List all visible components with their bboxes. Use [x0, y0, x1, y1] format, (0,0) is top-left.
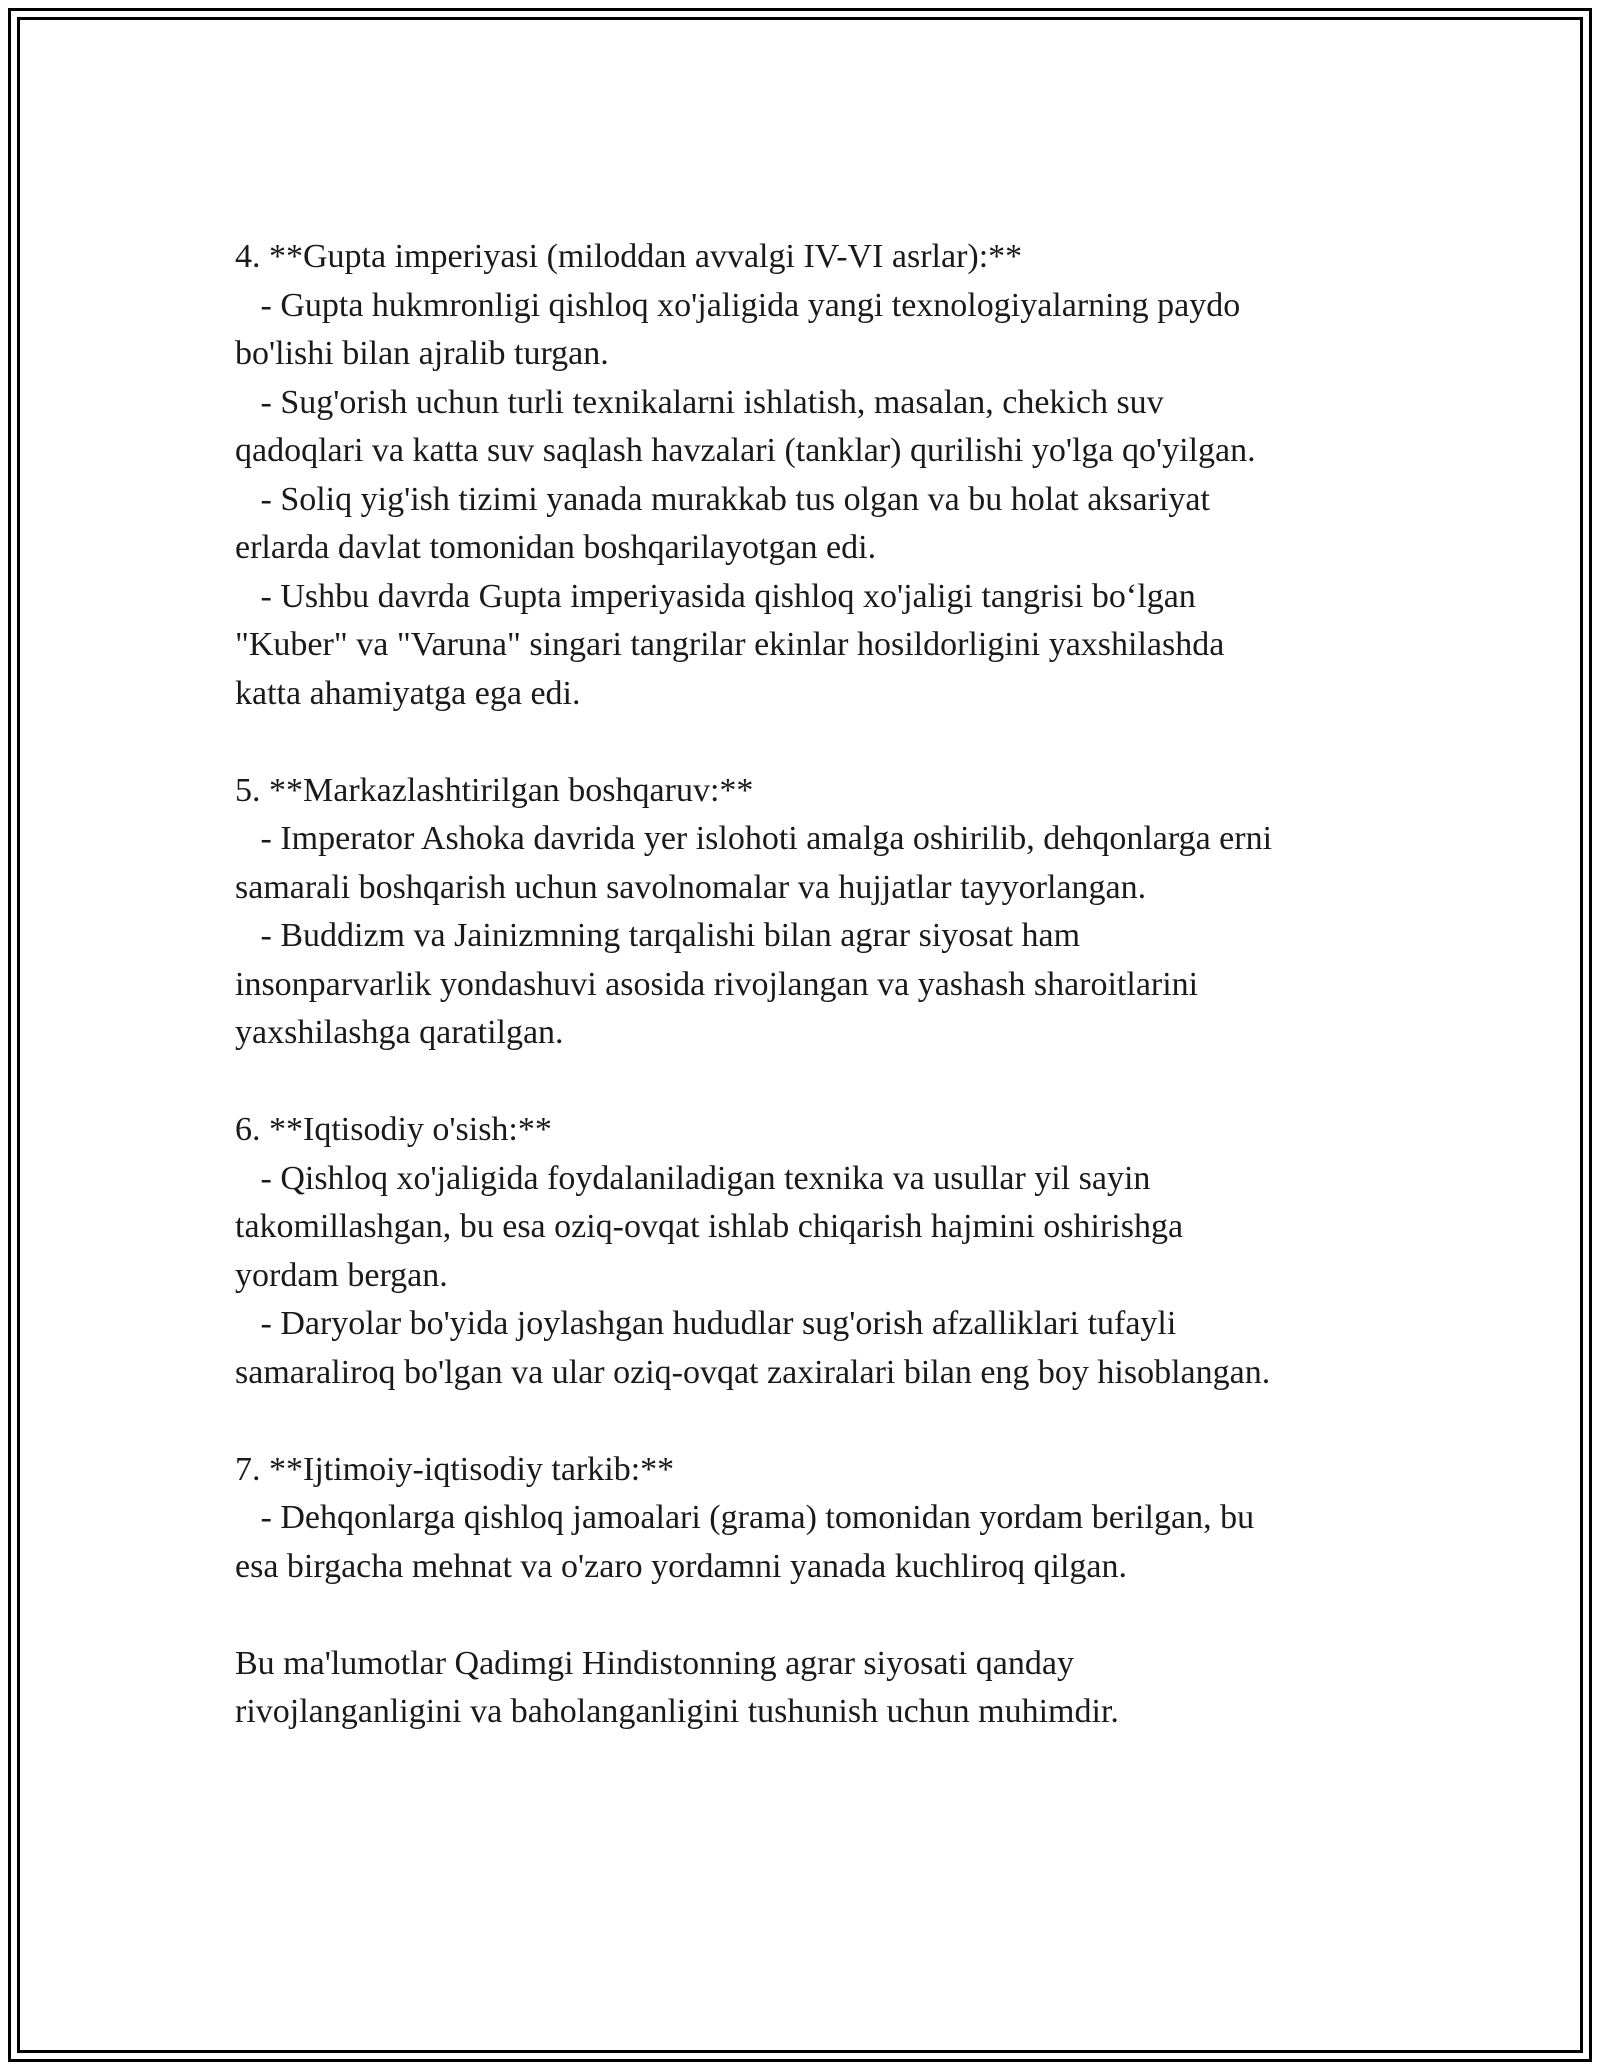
text-line: - Sug'orish uchun turli texnikalarni ishlatish, masalan, chekich suv [235, 383, 1164, 421]
text-line: samarali boshqarish uchun savolnomalar va hujjatlar tayyorlangan. [235, 868, 1147, 906]
text-line: - Dehqonlarga qishloq jamoalari (grama) tomonidan yordam berilgan, bu [235, 1499, 1255, 1536]
text-line: samaraliroq bo'lgan va ular oziq-ovqat zaxiralari bilan eng boy hisoblangan. [235, 1353, 1271, 1391]
text-line: - Imperator Ashoka davrida yer islohoti amalga oshirilib, dehqonlarga erni [235, 820, 1273, 857]
text-line: erlarda davlat tomonidan boshqarilayotgan edi. [235, 529, 877, 566]
section-heading: 4. **Gupta imperiyasi (miloddan avvalgi IV-VI asrlar):** [235, 238, 1023, 275]
text-line: - Daryolar bo'yida joylashgan hududlar sug'orish afzalliklari tufayli [235, 1305, 1177, 1342]
section-economic-growth [235, 1106, 1395, 1397]
section-gupta-empire [235, 233, 1395, 718]
text-line: - Ushbu davrda Gupta imperiyasida qishloq xo'jaligi tangrisi bo‘lgan [235, 577, 1196, 615]
document-body [235, 233, 1395, 1737]
text-line: qadoqlari va katta suv saqlash havzalari (tanklar) qurilishi yo'lga qo'yilgan. [235, 432, 1256, 469]
section-centralized-governance [235, 767, 1395, 1058]
text-line: rivojlanganligini va baholanganligini tushunish uchun muhimdir. [235, 1693, 1119, 1730]
section-heading: 5. **Markazlashtirilgan boshqaruv:** [235, 771, 754, 809]
paragraph-spacer [235, 718, 1395, 767]
text-line: - Soliq yig'ish tizimi yanada murakkab tus olgan va bu holat aksariyat [235, 480, 1210, 518]
text-line: bo'lishi bilan ajralib turgan. [235, 335, 609, 372]
text-line: takomillashgan, bu esa oziq-ovqat ishlab chiqarish hajmini oshirishga [235, 1208, 1184, 1245]
section-heading: 7. **Ijtimoiy-iqtisodiy tarkib:** [235, 1450, 675, 1488]
text-line: yordam bergan. [235, 1256, 448, 1294]
text-line: - Buddizm va Jainizmning tarqalishi bilan agrar siyosat ham [235, 917, 1081, 954]
text-line: - Qishloq xo'jaligida foydalaniladigan texnika va usullar yil sayin [235, 1159, 1151, 1197]
paragraph-spacer [235, 1591, 1395, 1640]
text-line: insonparvarlik yondashuvi asosida rivojlangan va yashash sharoitlarini [235, 965, 1199, 1003]
paragraph-spacer [235, 1397, 1395, 1446]
text-line: yaxshilashga qaratilgan. [235, 1014, 564, 1051]
text-line: - Gupta hukmronligi qishloq xo'jaligida yangi texnologiyalarning paydo [235, 286, 1241, 324]
section-conclusion [235, 1640, 1395, 1737]
text-line: "Kuber" va "Varuna" singari tangrilar ekinlar hosildorligini yaxshilashda [235, 626, 1225, 663]
section-socio-economic-structure [235, 1446, 1395, 1592]
paragraph-spacer [235, 1058, 1395, 1107]
section-heading: 6. **Iqtisodiy o'sish:** [235, 1111, 552, 1148]
text-line: Bu ma'lumotlar Qadimgi Hindistonning agrar siyosati qanday [235, 1644, 1074, 1682]
text-line: esa birgacha mehnat va o'zaro yordamni yanada kuchliroq qilgan. [235, 1547, 1128, 1585]
text-line: katta ahamiyatga ega edi. [235, 674, 581, 712]
